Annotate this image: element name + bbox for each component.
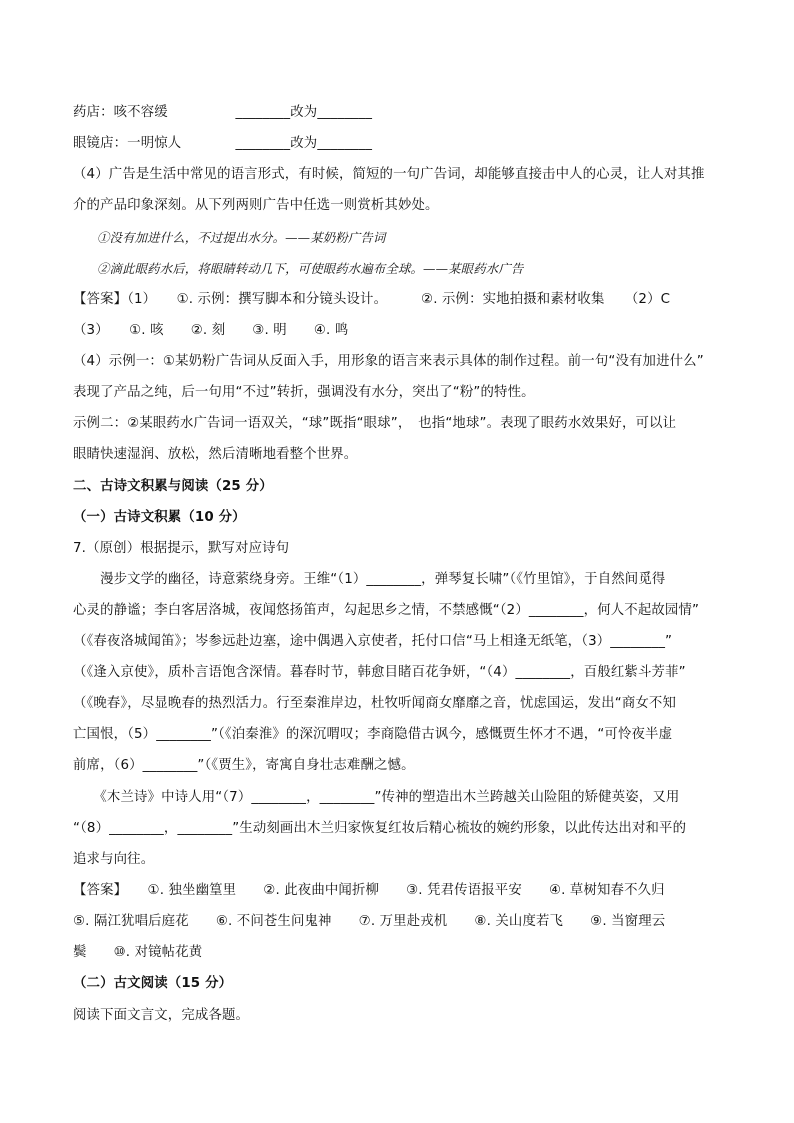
- text-line: （4）广告是生活中常见的语言形式，有时候，简短的一句广告词，却能够直接击中人的心灵，让人对其推: [73, 167, 705, 182]
- text-line: 药店：咳不容缓 ________改为________: [73, 105, 373, 120]
- section-heading: 二、古诗文积累与阅读（25 分）: [73, 479, 273, 494]
- paragraph-line: （《逢入京使》，质朴言语饱含深情。暮春时节，韩愈目睹百花争妍，“（4）________，百般红紫斗芳菲”: [73, 665, 686, 680]
- paragraph-line: 心灵的静谧；李白客居洛城，夜闻悠扬笛声，勾起思乡之情，不禁感慨“（2）________，何人不起故园情”: [73, 603, 700, 618]
- subsection-heading: （一）古诗文积累（10 分）: [73, 510, 246, 525]
- text-line: 表现了产品之纯，后一句用“不过”转折，强调没有水分，突出了“粉”的特性。: [73, 385, 535, 400]
- paragraph-line: 漫步文学的幽径，诗意萦绕身旁。王维“（1）________，弹琴复长啸”（《竹里馆》，于自然间觅得: [73, 572, 666, 587]
- ad-example-line: ②滴此眼药水后，将眼睛转动几下，可使眼药水遍布全球。——某眼药水广告: [97, 261, 524, 276]
- paragraph-line: （《晚春》，尽显晚春的热烈活力。行至秦淮岸边，杜牧听闻商女靡靡之音，忧虑国运，发出“商女不知: [73, 696, 677, 711]
- ad-example-line: ①没有加进什么，不过提出水分。——某奶粉广告词: [97, 230, 386, 245]
- subsection-heading: （二）古文阅读（15 分）: [73, 976, 233, 991]
- paragraph-line: “（8）________，________”生动刻画出木兰归家恢复红妆后精心梳妆的婉约形象，以此传达出对和平的: [73, 821, 687, 836]
- answer-line: （3） ①. 咳 ②. 刻 ③. 明 ④. 鸣: [73, 323, 349, 338]
- text-line: 示例二：②某眼药水广告词一语双关，“球”既指“眼球”， 也指“地球”。表现了眼药水效果好，可以让: [73, 416, 677, 431]
- text-line: 阅读下面文言文，完成各题。: [73, 1008, 250, 1023]
- text-line: 介的产品印象深刻。从下列两则广告中任选一则赏析其妙处。: [73, 198, 439, 213]
- paragraph-line: 亡国恨，（5）________”（《泊秦淮》的深沉喟叹；李商隐借古讽今，感慨贾生怀才不遇，“可怜夜半虚: [73, 727, 673, 742]
- text-line: 眼镜店：一明惊人 ________改为________: [73, 136, 373, 151]
- text-line: （4）示例一：①某奶粉广告词从反面入手，用形象的语言来表示具体的制作过程。前一句“没有加进什么”: [73, 354, 704, 369]
- answer-line: 鬓 ⑩. 对镜帖花黄: [73, 945, 203, 960]
- answer-line: 【答案】 ①. 独坐幽篁里 ②. 此夜曲中闻折柳 ③. 凭君传语报平安 ④. 草树知春不久归: [73, 883, 665, 898]
- paragraph-line: 追求与向往。: [73, 852, 155, 867]
- paragraph-line: （《春夜洛城闻笛》；岑参远赴边塞，途中偶遇入京使者，托付口信“马上相逢无纸笔，（3）________”: [73, 634, 673, 649]
- answer-line: 【答案】（1） ①. 示例：撰写脚本和分镜头设计。 ②. 示例：实地拍摄和素材收集 （2）C: [73, 292, 671, 307]
- paragraph-line: 前席，（6）________”（《贾生》，寄寓自身壮志难酬之憾。: [73, 758, 415, 773]
- text-line: 眼睛快速湿润、放松，然后清晰地看整个世界。: [73, 447, 358, 462]
- answer-line: ⑤. 隔江犹唱后庭花 ⑥. 不问苍生问鬼神 ⑦. 万里赴戎机 ⑧. 关山度若飞 ⑨. 当窗理云: [73, 914, 666, 929]
- paragraph-line: 《木兰诗》中诗人用“（7）________，________”传神的塑造出木兰跨越关山险阻的矫健英姿，又用: [73, 790, 680, 805]
- question-title: 7.（原创）根据提示，默写对应诗句: [73, 541, 290, 556]
